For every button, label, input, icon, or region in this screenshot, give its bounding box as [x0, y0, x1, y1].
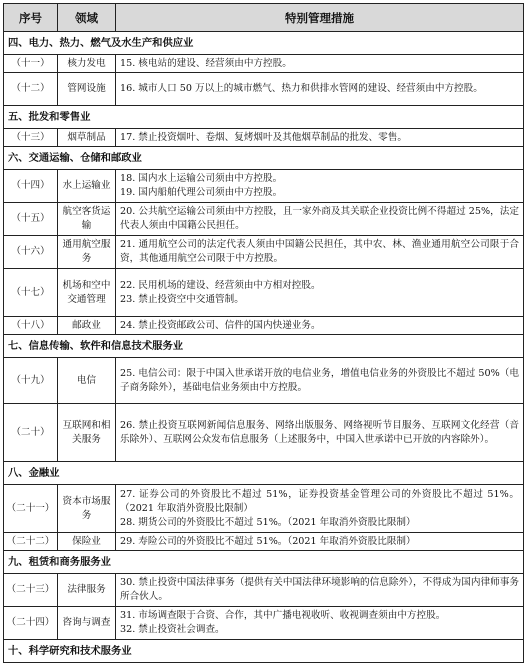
measure-item: 19. 国内船舶代理公司须由中方控股。 [120, 187, 283, 198]
measure-item: 24. 禁止投资邮政公司、信件的国内快递业务。 [120, 319, 321, 331]
row-number: （二十二） [4, 533, 58, 551]
section-row [4, 32, 524, 55]
section-row [4, 147, 524, 170]
row-number: （十四） [4, 170, 58, 203]
measure-item: 28. 期货公司的外资股比不超过 51%。（2021 年取消外资股比限制） [120, 516, 416, 528]
row-measures [116, 358, 524, 404]
measure-item: 17. 禁止投资烟叶、卷烟、复烤烟叶及其他烟草制品的批发、零售。 [120, 131, 407, 143]
measure-item: 26. 禁止投资互联网新闻信息服务、网络出版服务、网络视听节目服务、互联网文化经营（音乐除外）、互联网公众发布信息服务（上述服务中，中国入世承诺中已开放的内容除外）。 [120, 419, 519, 445]
row-field: 法律服务 [58, 574, 116, 607]
section-row [4, 640, 524, 663]
table-row [4, 533, 524, 551]
measure-item: 22. 民用机场的建设、经营须由中方相对控股。 [120, 279, 321, 291]
row-measures [116, 236, 524, 269]
row-number: （十八） [4, 317, 58, 335]
measure-item: 23. 禁止投资空中交通管制。 [120, 293, 244, 305]
measure-item: 18. 国内水上运输公司须由中方控股。 [120, 173, 283, 184]
row-measures [116, 404, 524, 462]
row-field: 通用航空服务 [58, 236, 116, 269]
table-row [4, 607, 524, 640]
row-field: 邮政业 [58, 317, 116, 335]
measure-item: 15. 核电站的建设、经营须由中方控股。 [120, 57, 292, 69]
row-measures [116, 574, 524, 607]
row-number: （二十） [4, 404, 58, 462]
row-number: （二十四） [4, 607, 58, 640]
measure-item: 16. 城市人口 50 万以上的城市燃气、热力和供排水管网的建设、经营须由中方控股。 [120, 83, 483, 94]
row-field: 航空客货运输 [58, 203, 116, 236]
section-title: 九、租赁和商务服务业 [4, 551, 524, 574]
table-row [4, 236, 524, 269]
row-measures [116, 73, 524, 106]
row-field: 保险业 [58, 533, 116, 551]
row-field: 咨询与调查 [58, 607, 116, 640]
row-field: 水上运输业 [58, 170, 116, 203]
table-row [4, 269, 524, 317]
col-header-no: 序号 [4, 4, 58, 32]
row-measures [116, 533, 524, 551]
measure-item: 32. 禁止投资社会调查。 [120, 624, 225, 635]
row-field: 核力发电 [58, 55, 116, 73]
table-row [4, 203, 524, 236]
table-row [4, 485, 524, 533]
row-field: 管网设施 [58, 73, 116, 106]
section-title: 十、科学研究和技术服务业 [4, 640, 524, 663]
row-field: 互联网和相关服务 [58, 404, 116, 462]
row-measures [116, 485, 524, 533]
row-measures [116, 203, 524, 236]
row-measures [116, 170, 524, 203]
section-title: 八、金融业 [4, 462, 524, 485]
row-number: （十五） [4, 203, 58, 236]
table-header-row [4, 4, 524, 32]
row-field: 机场和空中交通管理 [58, 269, 116, 317]
row-number: （十六） [4, 236, 58, 269]
table-row [4, 73, 524, 106]
row-number: （十九） [4, 358, 58, 404]
row-measures [116, 129, 524, 147]
section-row [4, 335, 524, 358]
measure-item: 29. 寿险公司的外资股比不超过 51%。（2021 年取消外资股比限制） [120, 535, 416, 547]
row-measures [116, 55, 524, 73]
measure-item: 21. 通用航空公司的法定代表人须由中国籍公民担任，其中农、林、渔业通用航空公司限于合资，其他通用航空公司限于中方控股。 [120, 239, 519, 264]
row-number: （二十一） [4, 485, 58, 533]
section-title: 六、交通运输、仓储和邮政业 [4, 147, 524, 170]
measure-item: 31. 市场调查限于合资、合作，其中广播电视收听、收视调查须由中方控股。 [120, 610, 446, 621]
table-row [4, 574, 524, 607]
measure-item: 20. 公共航空运输公司须由中方控股，且一家外商及其关联企业投资比例不得超过 25%，法定代表人须由中国籍公民担任。 [120, 206, 519, 231]
table-row [4, 170, 524, 203]
section-title: 五、批发和零售业 [4, 106, 524, 129]
measure-item: 27. 证券公司的外资股比不超过 51%，证券投资基金管理公司的外资股比不超过 51%。（2021 年取消外资股比限制） [120, 488, 519, 514]
section-row [4, 551, 524, 574]
row-field: 资本市场服务 [58, 485, 116, 533]
section-row [4, 462, 524, 485]
section-title: 七、信息传输、软件和信息技术服务业 [4, 335, 524, 358]
table-row [4, 404, 524, 462]
measure-item: 25. 电信公司：限于中国入世承诺开放的电信业务，增值电信业务的外资股比不超过 50%（电子商务除外），基础电信业务须由中方控股。 [120, 367, 519, 393]
row-number: （十七） [4, 269, 58, 317]
measure-item: 30. 禁止投资中国法律事务（提供有关中国法律环境影响的信息除外），不得成为国内律师事务所合伙人。 [120, 577, 519, 602]
row-measures [116, 607, 524, 640]
table-row [4, 55, 524, 73]
table-row [4, 358, 524, 404]
col-header-measures: 特别管理措施 [116, 4, 524, 32]
row-measures [116, 269, 524, 317]
col-header-field: 领域 [58, 4, 116, 32]
section-row [4, 106, 524, 129]
row-number: （十二） [4, 73, 58, 106]
row-measures [116, 317, 524, 335]
row-number: （十三） [4, 129, 58, 147]
special-measures-table [3, 3, 524, 663]
table-row [4, 317, 524, 335]
row-field: 烟草制品 [58, 129, 116, 147]
section-title: 四、电力、热力、燃气及水生产和供应业 [4, 32, 524, 55]
row-field: 电信 [58, 358, 116, 404]
row-number: （二十三） [4, 574, 58, 607]
table-row [4, 129, 524, 147]
row-number: （十一） [4, 55, 58, 73]
